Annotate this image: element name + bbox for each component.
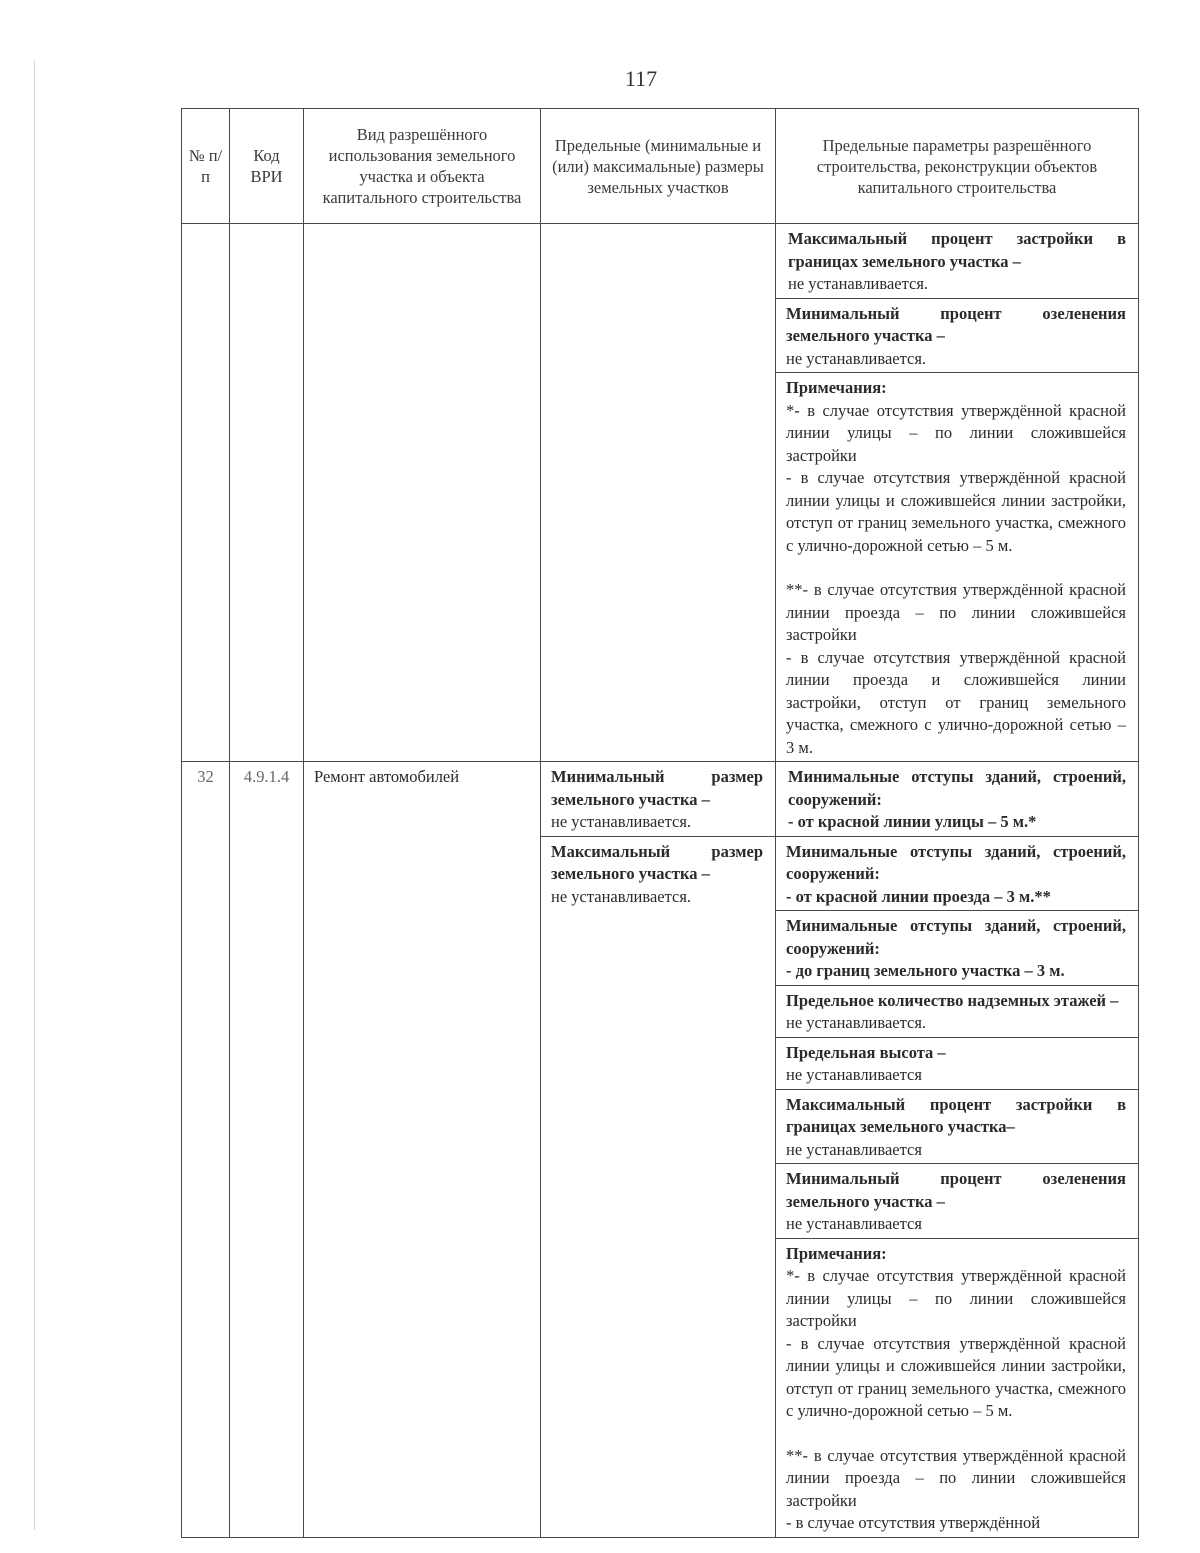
param-value: - от красной линии проезда – 3 м.** (786, 886, 1051, 906)
note-line: - в случае отсутствия утверждённой красной линии улицы и сложившейся линии застройки, отступ от границ земельного участка, смежного с улично-дорожной сетью – 5 м. (786, 1333, 1126, 1420)
param-block (776, 1089, 1138, 1164)
cell-params-continued (776, 224, 1139, 762)
param-block (776, 836, 1138, 911)
table-row-32 (182, 762, 1139, 1538)
limit-block (541, 836, 775, 911)
param-value: - от красной линии улицы – 5 м.* (788, 812, 1037, 831)
cell-limits (541, 762, 776, 1538)
param-title: Предельная высота – (786, 1042, 946, 1062)
param-title: Минимальный процент озеленения земельного участка – (786, 303, 1126, 345)
cell-code-empty (230, 224, 304, 762)
param-value: - до границ земельного участка – 3 м. (786, 961, 1065, 980)
param-block (776, 298, 1138, 373)
notes-block (776, 1238, 1138, 1537)
note-line: *- в случае отсутствия утверждённой красной линии улицы – по линии сложившейся застройки (786, 400, 1126, 465)
param-value: не устанавливается (786, 1139, 922, 1159)
regulations-table (181, 108, 1139, 1538)
cell-num-empty (182, 224, 230, 762)
cell-params (776, 762, 1139, 1538)
note-line: - в случае отсутствия утверждённой красной линии улицы и сложившейся линии застройки, отступ от границ земельного участка, смежного с улично-дорожной сетью – 5 м. (786, 468, 1126, 555)
scan-edge-line (34, 60, 35, 1530)
param-block (776, 224, 1138, 298)
note-line: - в случае отсутствия утверждённой (786, 1513, 1041, 1532)
note-line: - в случае отсутствия утверждённой красной линии проезда и сложившейся линии застройки, отступ от границ земельного участка, смежного с улично-дорожной сетью – 3 м. (786, 647, 1126, 757)
param-value: не устанавливается (786, 1065, 922, 1084)
param-title: Максимальный процент застройки в границах земельного участка – (788, 229, 1126, 271)
param-title: Максимальный процент застройки в границах земельного участка– (786, 1094, 1126, 1136)
notes-title: Примечания: (786, 1243, 887, 1263)
table-header-row (182, 109, 1139, 224)
note-line: *- в случае отсутствия утверждённой красной линии улицы – по линии сложившейся застройки (786, 1266, 1126, 1330)
limit-title: Максимальный размер земельного участка – (551, 841, 763, 883)
param-block (776, 985, 1138, 1037)
param-title: Минимальные отступы зданий, строений, сооружений: (786, 841, 1126, 883)
param-title: Минимальные отступы зданий, строений, сооружений: (788, 767, 1126, 809)
note-line: **- в случае отсутствия утверждённой красной линии проезда – по линии сложившейся застройки (786, 580, 1126, 644)
param-value: не устанавливается. (786, 348, 927, 368)
param-title: Минимальный процент озеленения земельного участка – (786, 1169, 1126, 1211)
param-value: не устанавливается. (786, 1013, 927, 1032)
limit-value: не устанавливается. (551, 886, 692, 906)
header-num: № п/п (182, 109, 230, 224)
param-block (776, 762, 1138, 836)
limit-title: Минимальный размер земельного участка – (551, 767, 763, 809)
param-title: Минимальные отступы зданий, строений, сооружений: (786, 916, 1126, 958)
limit-block (541, 762, 775, 836)
note-line: **- в случае отсутствия утверждённой красной линии проезда – по линии сложившейся застройки (786, 1445, 1126, 1510)
header-code: Код ВРИ (230, 109, 304, 224)
header-params: Предельные параметры разрешённого строительства, реконструкции объектов капитального строительства (776, 109, 1139, 224)
param-value: не устанавливается (786, 1214, 922, 1233)
header-use: Вид разрешённого использования земельного участка и объекта капитального строительства (304, 109, 541, 224)
param-block (776, 1163, 1138, 1238)
param-value: не устанавливается. (788, 274, 929, 293)
notes-title: Примечания: (786, 378, 887, 397)
notes-block (776, 372, 1138, 761)
header-limits: Предельные (минимальные и (или) максимальные) размеры земельных участков (541, 109, 776, 224)
cell-use-empty (304, 224, 541, 762)
cell-limits-empty (541, 224, 776, 762)
cell-code: 4.9.1.4 (230, 762, 304, 1538)
limit-value: не устанавливается. (551, 812, 692, 831)
param-block (776, 1037, 1138, 1089)
table-row-continued (182, 224, 1139, 762)
param-title: Предельное количество надземных этажей – (786, 990, 1119, 1010)
cell-use: Ремонт автомобилей (304, 762, 541, 1538)
param-block (776, 910, 1138, 985)
page-number: 117 (624, 66, 658, 91)
cell-num: 32 (182, 762, 230, 1538)
